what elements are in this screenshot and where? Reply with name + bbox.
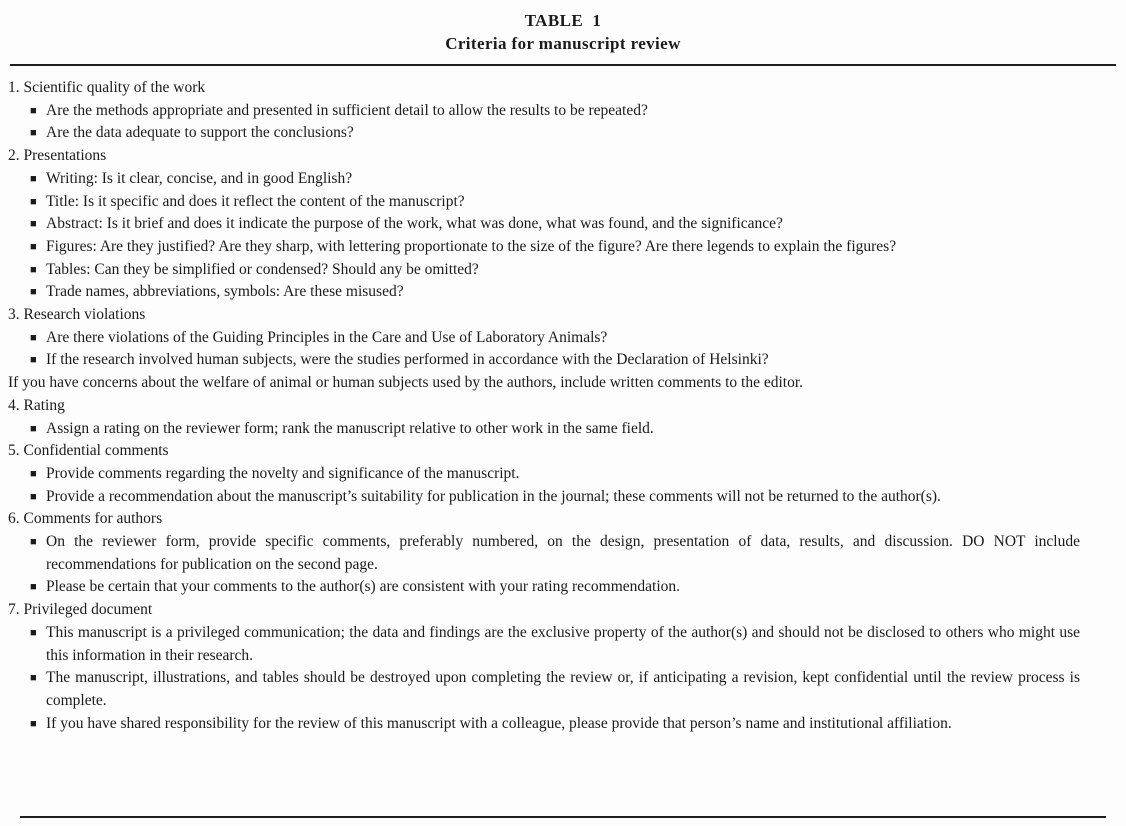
bullet-list xyxy=(8,463,1080,508)
list-item xyxy=(8,191,1080,214)
bullet-text: Please be certain that your comments to the author(s) are consistent with your rating recommendation. xyxy=(46,578,681,596)
list-item xyxy=(8,213,1080,236)
section-heading: 4. Rating xyxy=(8,396,65,414)
list-item xyxy=(8,463,1080,486)
bullet-square-icon: ■ xyxy=(30,626,37,639)
bottom-rule-divider xyxy=(20,816,1106,818)
bullet-square-icon: ■ xyxy=(30,195,37,208)
list-item xyxy=(8,667,1080,712)
list-item xyxy=(8,418,1080,441)
bullet-list xyxy=(8,418,1080,441)
section-heading: 7. Privileged document xyxy=(8,601,153,619)
bullet-text: Abstract: Is it brief and does it indicate the purpose of the work, what was done, what was found, and the significance? xyxy=(46,215,783,233)
criteria-section xyxy=(8,395,1080,440)
bullet-square-icon: ■ xyxy=(30,467,37,480)
bullet-list xyxy=(8,168,1080,304)
criteria-section xyxy=(8,77,1080,145)
bullet-square-icon: ■ xyxy=(30,581,37,594)
section-note: If you have concerns about the welfare of animal or human subjects used by the authors, include written comments to the editor. xyxy=(8,374,804,392)
section-heading: 5. Confidential comments xyxy=(8,442,169,460)
bullet-text: Writing: Is it clear, concise, and in good English? xyxy=(46,169,353,187)
list-item xyxy=(8,281,1080,304)
list-item xyxy=(8,122,1080,145)
bullet-list xyxy=(8,327,1080,372)
bullet-square-icon: ■ xyxy=(30,354,37,367)
bullet-square-icon: ■ xyxy=(30,331,37,344)
bullet-list xyxy=(8,531,1080,599)
table-caption: Criteria for manuscript review xyxy=(445,34,681,53)
section-heading: 3. Research violations xyxy=(8,306,146,324)
bullet-square-icon: ■ xyxy=(30,218,37,231)
bullet-list xyxy=(8,622,1080,736)
bullet-square-icon: ■ xyxy=(30,263,37,276)
bullet-square-icon: ■ xyxy=(30,490,37,503)
bullet-square-icon: ■ xyxy=(30,672,37,685)
bullet-square-icon: ■ xyxy=(30,172,37,185)
criteria-section xyxy=(8,145,1080,304)
bullet-text: Provide a recommendation about the manuscript’s suitability for publication in the journal; these comments will not be returned to the author(s). xyxy=(46,487,941,505)
section-heading: 6. Comments for authors xyxy=(8,510,163,528)
table-number-title: TABLE 1 xyxy=(524,11,602,30)
criteria-section xyxy=(8,508,1080,599)
bullet-text: Tables: Can they be simplified or condensed? Should any be omitted? xyxy=(46,260,479,278)
bullet-text: Title: Is it specific and does it reflect the content of the manuscript? xyxy=(46,192,465,210)
bullet-text: Are the methods appropriate and presented in sufficient detail to allow the results to be repeated? xyxy=(46,101,648,119)
bullet-text: Are there violations of the Guiding Principles in the Care and Use of Laboratory Animals? xyxy=(46,328,608,346)
bullet-square-icon: ■ xyxy=(30,104,37,117)
list-item xyxy=(8,236,1080,259)
bullet-text: If the research involved human subjects, were the studies performed in accordance with the Declaration of Helsinki? xyxy=(46,351,769,369)
table-body xyxy=(0,66,1126,741)
bullet-square-icon: ■ xyxy=(30,536,37,549)
bullet-square-icon: ■ xyxy=(30,286,37,299)
list-item xyxy=(8,327,1080,350)
bullet-square-icon: ■ xyxy=(30,422,37,435)
list-item xyxy=(8,349,1080,372)
criteria-section xyxy=(8,304,1080,395)
bullet-text: Assign a rating on the reviewer form; rank the manuscript relative to other work in the same field. xyxy=(46,419,654,437)
list-item xyxy=(8,168,1080,191)
table-title-block xyxy=(0,0,1126,55)
list-item xyxy=(8,486,1080,509)
bullet-text: If you have shared responsibility for the review of this manuscript with a colleague, please provide that person’s name and institutional affiliation. xyxy=(46,714,952,732)
bullet-text: The manuscript, illustrations, and tables should be destroyed upon completing the review or, if anticipating a revision, kept confidential until the review process is complete. xyxy=(46,669,1080,709)
list-item xyxy=(8,100,1080,123)
bullet-text: On the reviewer form, provide specific comments, preferably numbered, on the design, presentation of data, results, and discussion. DO NOT include recommendations for publication on the second page. xyxy=(46,533,1080,573)
criteria-section xyxy=(8,599,1080,735)
list-item xyxy=(8,531,1080,576)
bullet-text: This manuscript is a privileged communication; the data and findings are the exclusive property of the author(s) and should not be disclosed to others who might use this information in their research. xyxy=(46,623,1080,664)
bullet-list xyxy=(8,100,1080,145)
bullet-text: Provide comments regarding the novelty and significance of the manuscript. xyxy=(46,464,520,482)
section-heading: 2. Presentations xyxy=(8,147,107,165)
list-item xyxy=(8,713,1080,736)
section-heading: 1. Scientific quality of the work xyxy=(8,79,206,96)
bullet-square-icon: ■ xyxy=(30,717,37,730)
list-item xyxy=(8,259,1080,282)
list-item xyxy=(8,622,1080,667)
bullet-text: Are the data adequate to support the conclusions? xyxy=(46,124,354,142)
list-item xyxy=(8,576,1080,599)
criteria-section xyxy=(8,440,1080,508)
bullet-square-icon: ■ xyxy=(30,127,37,140)
bullet-square-icon: ■ xyxy=(30,240,37,253)
bullet-text: Figures: Are they justified? Are they sharp, with lettering proportionate to the size of the figure? Are there legends to explain the figures? xyxy=(46,237,897,255)
bullet-text: Trade names, abbreviations, symbols: Are these misused? xyxy=(46,283,404,301)
